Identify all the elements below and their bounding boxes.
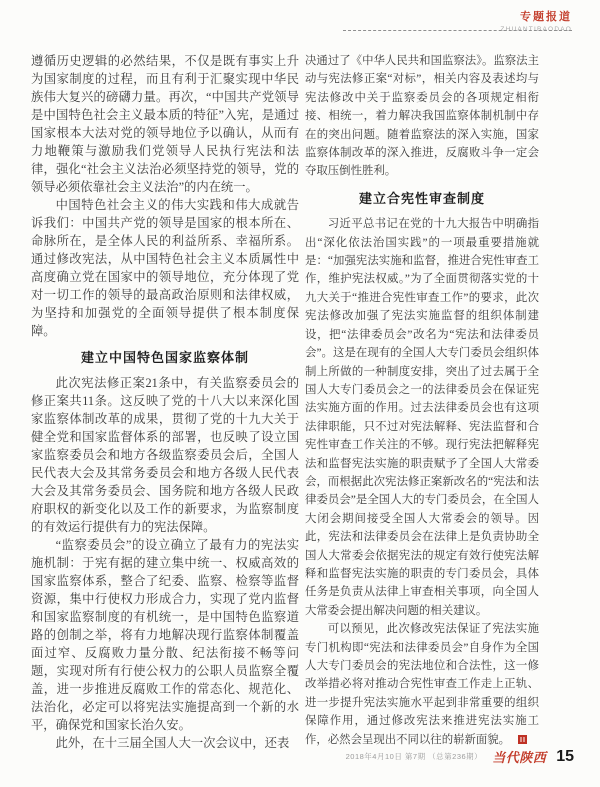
paragraph: “监察委员会”的设立确立了最有力的宪法实施机制：于宪有据的建立集中统一、权威高效的国家监察体系，整合了纪委、监察、检察等监督资源，集中行使权力形成合力，实现了党内监督和国家监察制度的有机统一，是中国特色监察道路的创制之举，将有力地解决现行监察体制覆盖面过窄、反腐败力量分散、纪法衔接不畅等问题，实现对所有行使公权力的公职人员监察全覆盖，进一步推进反腐败工作的常态化、规范化、法治化，必定可以将宪法实施提高到一个新的水平，确保党和国家长治久安。 <box>31 538 299 732</box>
section-heading-supervision-system: 建立中国特色国家监察体制 <box>80 350 249 365</box>
section-subtitle: ZHUANTIBAODAO <box>500 26 572 33</box>
left-column <box>31 52 299 752</box>
paragraph: 遵循历史逻辑的必然结果，不仅是既有事实上升为国家制度的过程，而且有利于汇聚实现中华民族伟大复兴的磅礴力量。再次，“中国共产党领导是中国特色社会主义最本质的特征”入宪，是通过国家根本大法对党的领导地位予以确认，从而有力地鞭策与激励我们党领导人民执行宪法和法律，强化“社会主义法治必须坚持党的领导，党的领导必须依靠社会主义法治”的内在统一。 <box>31 54 299 194</box>
header-divider <box>343 30 572 31</box>
paragraph: 此次宪法修正案21条中，有关监察委员会的修正案共11条。这反映了党的十八大以来深化国家监察体制改革的成果，贯彻了党的十九大关于健全党和国家监督体系的部署，也反映了设立国家监察委员会和地方各级监察委员会后，全国人民代表大会及其常务委员会和地方各级人民代表大会及其常务委员会、国务院和地方各级人民政府职权的新变化以及工作的新要求，为监察制度的有效运行提供有力的宪法保障。 <box>31 376 299 534</box>
paragraph: 习近平总书记在党的十九大报告中明确指出“深化依法治国实践”的一项最重要措施就是：“加强宪法实施和监督，推进合宪性审查工作，维护宪法权威。”为了全面贯彻落实党的十九大关于“推进合宪性审查工作”的要求，此次宪法修改加强了宪法实施监督的组织体制建设，把“法律委员会”改名为“宪法和法律委员会”。这是在现有的全国人大专门委员会组织体制上所做的一种制度安排，突出了过去属于全国人大专门委员会之一的法律委员会在保证宪法实施方面的作用。过去法律委员会也有这项法律职能，只不过对宪法解释、宪法监督和合宪性审查工作关注的不够。现行宪法把解释宪法和监督宪法实施的职责赋予了全国人大常委会，而根据此次宪法修正案新改名的“宪法和法律委员会”是全国人大的专门委员会，在全国人大闭会期间接受全国人大常委会的领导。因此，宪法和法律委员会在法律上是负责协助全国人大常委会依据宪法的规定有效行使宪法解释和监督宪法实施的职责的专门委员会，具体任务是负责从法律上审查相关事项，向全国人大常委会提出解决问题的相关建议。 <box>305 218 539 617</box>
paragraph <box>305 620 539 749</box>
paragraph: 中国特色社会主义的伟大实践和伟大成就告诉我们：中国共产党的领导是国家的根本所在、命脉所在，是全体人民的利益所系、幸福所系。通过修改宪法，从中国特色社会主义本质属性中高度确立党在国家中的领导地位，充分体现了党对一切工作的领导的最高政治原则和法律权威，为坚持和加强党的全面领导提供了根本制度保障。 <box>31 198 299 338</box>
issue-info: 2018年4月10日 第7期 （总第236期） <box>345 752 483 761</box>
article-body <box>31 52 539 752</box>
magazine-logo: 当代陕西 <box>492 750 547 765</box>
paragraph-text: 可以预见，此次修改宪法保证了宪法实施专门机构即“宪法和法律委员会”自身作为全国人大专门委员会的宪法地位和合法性，这一修改举措必将对推动合宪性审查工作走上正轨、进一步提升宪法实施水平起到非常重要的组织保障作用，通过修改宪法来推进宪法实施工作，必然会呈现出不同以往的崭新面貌。 <box>305 623 539 746</box>
section-title: 专题报道 <box>520 11 572 23</box>
page-footer <box>346 747 574 766</box>
paragraph: 决通过了《中华人民共和国监察法》。监察法主动与宪法修正案“对标”，相关内容及表述均与宪法修改中关于监察委员会的各项规定相衔接、相统一，着力解决我国监察体制机制中存在的突出问题。随着监察法的深入实施，国家监察体制改革的深入推进，反腐败斗争一定会夺取压倒性胜利。 <box>305 55 539 178</box>
right-column <box>305 52 539 752</box>
paragraph: 此外，在十三届全国人大一次会议中，还表 <box>55 736 290 750</box>
article-end-mark-icon <box>518 735 527 744</box>
section-heading-constitutional-review: 建立合宪性审查制度 <box>358 190 485 206</box>
page-number: 15 <box>556 747 574 765</box>
